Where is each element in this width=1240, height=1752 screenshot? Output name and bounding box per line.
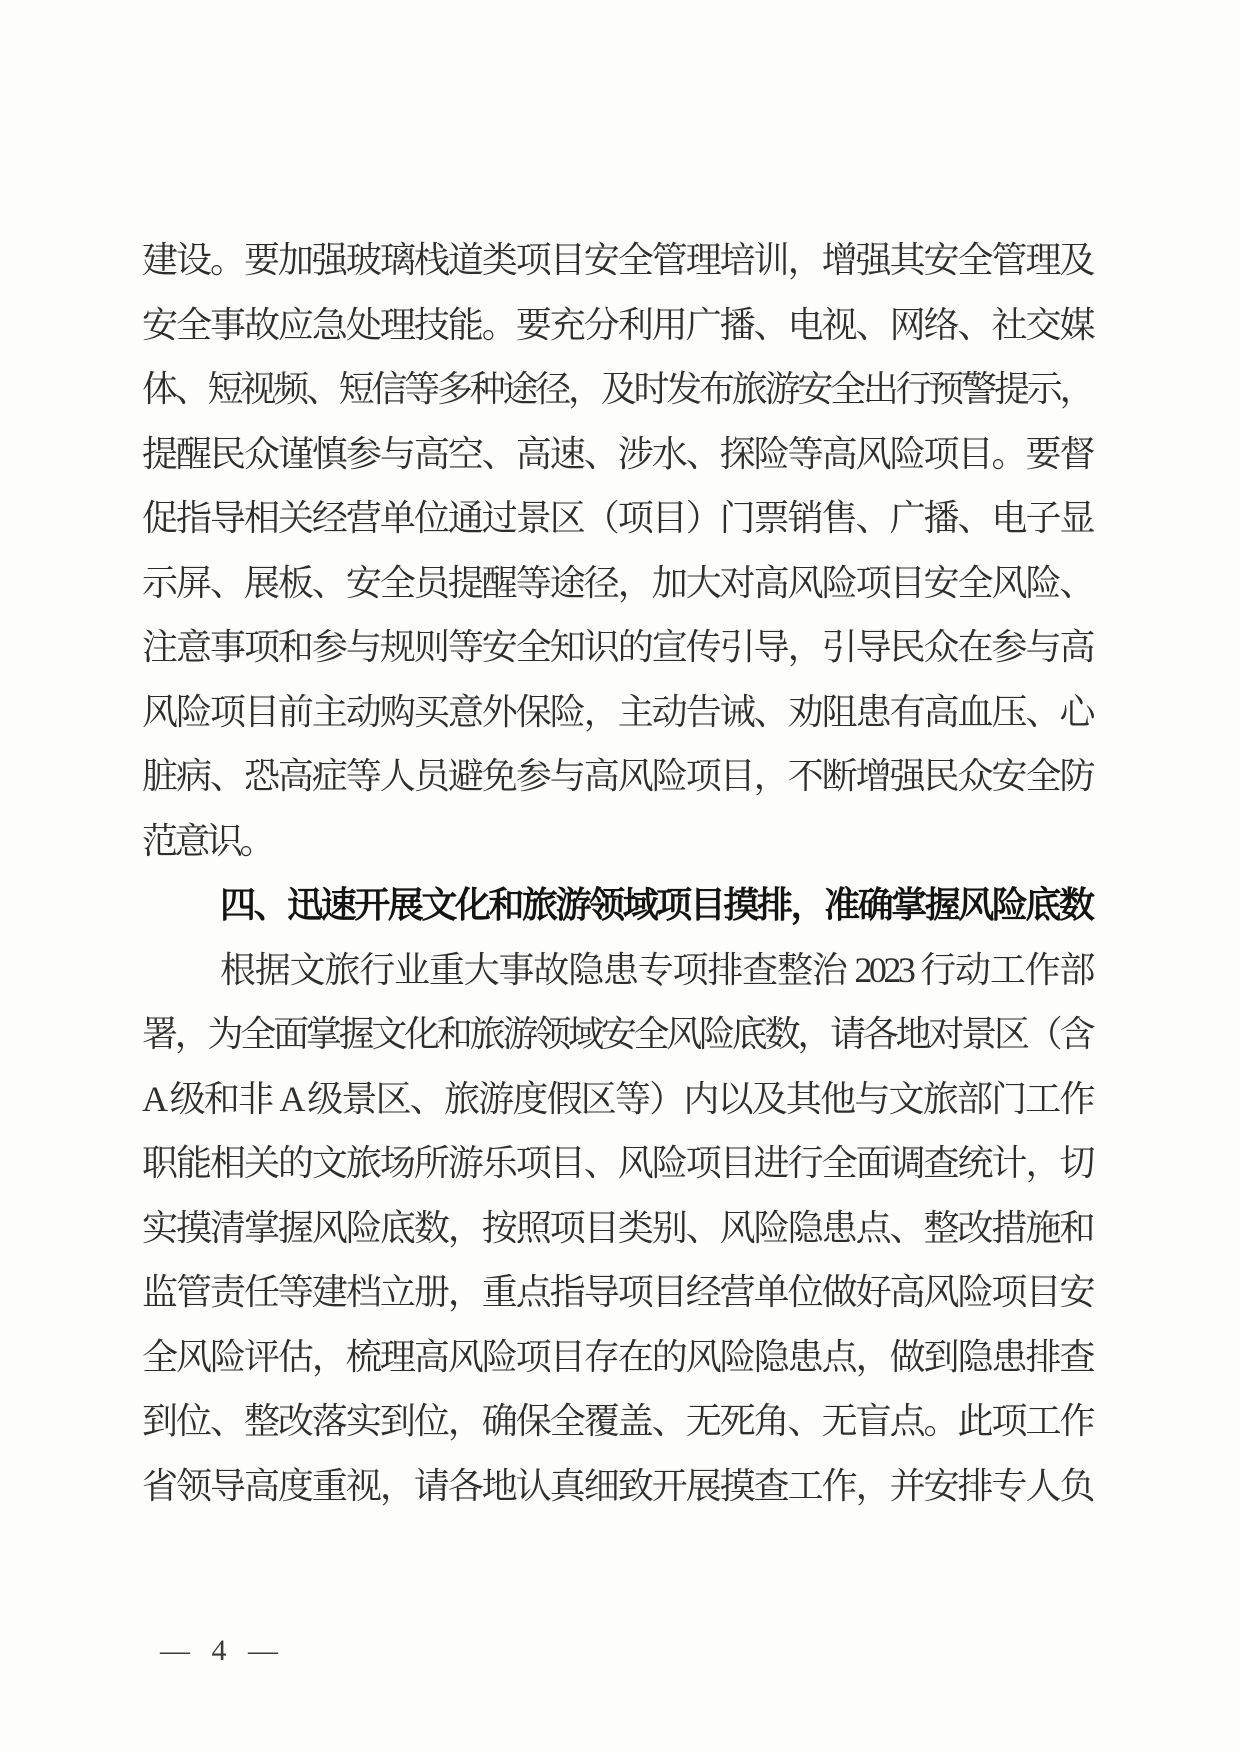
paragraph1-line-3: 体、短视频、短信等多种途径，及时发布旅游安全出行预警提示， xyxy=(142,369,1092,409)
paragraph2-line-8: 到位、整改落实到位，确保全覆盖、无死角、无盲点。此项工作 xyxy=(142,1401,1092,1441)
paragraph1-line-4: 提醒民众谨慎参与高空、高速、涉水、探险等高风险项目。要督 xyxy=(142,433,1092,474)
paragraph2-line-3: A 级和非 A 级景区、旅游度假区等）内以及其他与文旅部门工作 xyxy=(142,1078,1092,1119)
paragraph1-line-7: 注意事项和参与规则等安全知识的宣传引导，引导民众在参与高 xyxy=(142,627,1092,667)
document-body xyxy=(142,228,1092,1518)
paragraph2-line-9: 省领导高度重视，请各地认真细致开展摸查工作，并安排专人负 xyxy=(142,1465,1092,1506)
page-number: — 4 — xyxy=(160,1634,280,1667)
paragraph1-line-6: 示屏、展板、安全员提醒等途径，加大对高风险项目安全风险、 xyxy=(142,562,1092,603)
paragraph1-line-9: 脏病、恐高症等人员避免参与高风险项目，不断增强民众安全防 xyxy=(142,756,1092,796)
paragraph1-line-1: 建设。要加强玻璃栈道类项目安全管理培训，增强其安全管理及 xyxy=(142,240,1092,280)
paragraph2-line-2: 署，为全面掌握文化和旅游领域安全风险底数，请各地对景区（含 xyxy=(142,1014,1092,1054)
paragraph2-line-4: 职能相关的文旅场所游乐项目、风险项目进行全面调查统计，切 xyxy=(142,1143,1092,1183)
section-heading: 四、迅速开展文化和旅游领域项目摸排，准确掌握风险底数 xyxy=(220,884,1092,925)
paragraph2-line-7: 全风险评估，梳理高风险项目存在的风险隐患点，做到隐患排查 xyxy=(142,1336,1092,1377)
paragraph2-line-1: 根据文旅行业重大事故隐患专项排查整治 2023 行动工作部 xyxy=(220,949,1092,990)
paragraph2-line-5: 实摸清掌握风险底数，按照项目类别、风险隐患点、整改措施和 xyxy=(142,1207,1092,1248)
paragraph2-line-6: 监管责任等建档立册，重点指导项目经营单位做好高风险项目安 xyxy=(142,1272,1092,1312)
paragraph1-line-5: 促指导相关经营单位通过景区（项目）门票销售、广播、电子显 xyxy=(142,498,1092,538)
paragraph1-line-2: 安全事故应急处理技能。要充分利用广播、电视、网络、社交媒 xyxy=(142,304,1092,345)
paragraph1-line-10: 范意识。 xyxy=(142,820,273,861)
paragraph1-line-8: 风险项目前主动购买意外保险，主动告诫、劝阻患有高血压、心 xyxy=(142,691,1092,732)
